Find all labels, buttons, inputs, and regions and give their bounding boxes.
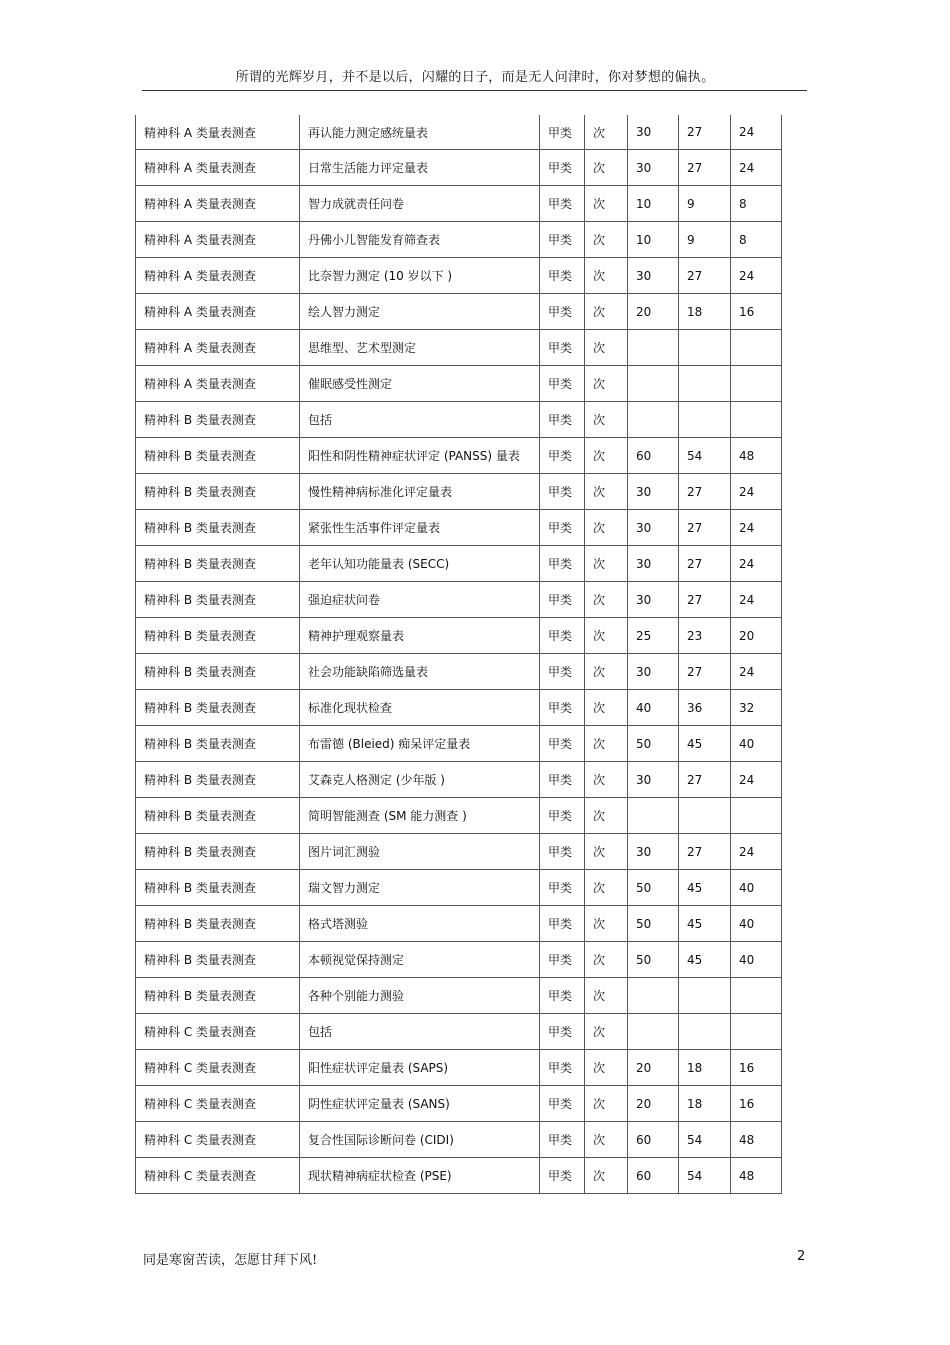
price-level-3-cell [731,798,782,834]
unit-cell: 次 [585,978,628,1014]
class-cell: 甲类 [540,546,585,582]
unit-cell: 次 [585,115,628,150]
item-name-cell: 包括 [300,402,540,438]
price-level-1-cell [628,330,679,366]
class-cell: 甲类 [540,438,585,474]
item-name-cell: 老年认知功能量表 (SECC) [300,546,540,582]
price-level-2-cell [679,366,731,402]
category-cell: 精神科 C 类量表测查 [136,1122,300,1158]
price-level-1-cell [628,1014,679,1050]
class-cell: 甲类 [540,222,585,258]
class-cell: 甲类 [540,870,585,906]
item-name-cell: 布雷德 (Bleied) 痴呆评定量表 [300,726,540,762]
class-cell: 甲类 [540,1158,585,1194]
price-level-3-cell: 40 [731,870,782,906]
price-level-2-cell: 54 [679,1122,731,1158]
price-level-2-cell: 27 [679,474,731,510]
price-level-3-cell [731,1014,782,1050]
class-cell: 甲类 [540,330,585,366]
table-row [136,330,782,366]
item-name-cell: 格式塔测验 [300,906,540,942]
price-level-3-cell: 20 [731,618,782,654]
price-level-1-cell: 30 [628,582,679,618]
price-level-3-cell: 24 [731,258,782,294]
price-level-2-cell: 18 [679,294,731,330]
price-level-3-cell: 8 [731,222,782,258]
unit-cell: 次 [585,150,628,186]
price-level-1-cell: 30 [628,150,679,186]
unit-cell: 次 [585,474,628,510]
price-level-1-cell: 30 [628,510,679,546]
category-cell: 精神科 B 类量表测查 [136,618,300,654]
price-level-1-cell: 50 [628,870,679,906]
table-row [136,474,782,510]
unit-cell: 次 [585,762,628,798]
class-cell: 甲类 [540,582,585,618]
item-name-cell: 日常生活能力评定量表 [300,150,540,186]
table-row [136,510,782,546]
category-cell: 精神科 B 类量表测查 [136,546,300,582]
category-cell: 精神科 B 类量表测查 [136,438,300,474]
table-row [136,186,782,222]
price-level-1-cell: 30 [628,474,679,510]
item-name-cell: 思维型、艺术型测定 [300,330,540,366]
item-name-cell: 丹佛小儿智能发育筛查表 [300,222,540,258]
price-level-3-cell: 24 [731,834,782,870]
category-cell: 精神科 B 类量表测查 [136,834,300,870]
item-name-cell: 智力成就责任问卷 [300,186,540,222]
price-level-1-cell: 50 [628,726,679,762]
price-level-3-cell: 24 [731,150,782,186]
footer-motto: 同是寒窗苦读，怎愿甘拜下风! [143,1253,318,1268]
item-name-cell: 现状精神病症状检查 (PSE) [300,1158,540,1194]
table-row [136,222,782,258]
price-level-2-cell [679,978,731,1014]
item-name-cell: 复合性国际诊断问卷 (CIDI) [300,1122,540,1158]
table-row [136,978,782,1014]
unit-cell: 次 [585,1050,628,1086]
price-level-2-cell: 27 [679,834,731,870]
price-level-2-cell [679,798,731,834]
class-cell: 甲类 [540,294,585,330]
category-cell: 精神科 C 类量表测查 [136,1158,300,1194]
unit-cell: 次 [585,618,628,654]
price-level-2-cell [679,402,731,438]
unit-cell: 次 [585,510,628,546]
price-level-3-cell: 48 [731,438,782,474]
class-cell: 甲类 [540,690,585,726]
category-cell: 精神科 B 类量表测查 [136,510,300,546]
price-level-3-cell: 24 [731,546,782,582]
price-level-1-cell: 50 [628,906,679,942]
price-level-2-cell: 54 [679,438,731,474]
price-level-3-cell: 24 [731,510,782,546]
price-level-3-cell: 24 [731,115,782,150]
category-cell: 精神科 A 类量表测查 [136,115,300,150]
price-level-2-cell: 27 [679,762,731,798]
class-cell: 甲类 [540,402,585,438]
item-name-cell: 各种个别能力测验 [300,978,540,1014]
price-level-2-cell: 27 [679,150,731,186]
price-level-1-cell: 20 [628,1086,679,1122]
item-name-cell: 社会功能缺陷筛选量表 [300,654,540,690]
table-row [136,258,782,294]
item-name-cell: 瑞文智力测定 [300,870,540,906]
price-level-2-cell: 27 [679,654,731,690]
price-level-1-cell [628,402,679,438]
table-row [136,1158,782,1194]
category-cell: 精神科 B 类量表测查 [136,978,300,1014]
price-level-3-cell: 16 [731,1086,782,1122]
class-cell: 甲类 [540,654,585,690]
price-level-1-cell: 30 [628,258,679,294]
price-level-2-cell: 45 [679,942,731,978]
price-level-2-cell: 27 [679,258,731,294]
price-level-2-cell [679,1014,731,1050]
price-level-3-cell: 16 [731,294,782,330]
price-level-1-cell: 30 [628,762,679,798]
table-row [136,1014,782,1050]
price-level-3-cell [731,978,782,1014]
class-cell: 甲类 [540,978,585,1014]
category-cell: 精神科 B 类量表测查 [136,798,300,834]
price-level-1-cell: 10 [628,186,679,222]
item-name-cell: 图片词汇测验 [300,834,540,870]
unit-cell: 次 [585,798,628,834]
table-row [136,115,782,150]
unit-cell: 次 [585,1122,628,1158]
price-level-3-cell: 8 [731,186,782,222]
item-name-cell: 比奈智力测定 (10 岁以下 ) [300,258,540,294]
class-cell: 甲类 [540,834,585,870]
price-level-1-cell: 20 [628,1050,679,1086]
price-level-2-cell: 23 [679,618,731,654]
price-level-2-cell: 45 [679,870,731,906]
unit-cell: 次 [585,186,628,222]
price-level-1-cell: 40 [628,690,679,726]
price-level-3-cell: 48 [731,1158,782,1194]
class-cell: 甲类 [540,474,585,510]
class-cell: 甲类 [540,798,585,834]
category-cell: 精神科 C 类量表测查 [136,1050,300,1086]
price-level-1-cell: 30 [628,546,679,582]
price-level-1-cell: 60 [628,1122,679,1158]
price-level-2-cell: 36 [679,690,731,726]
price-level-2-cell: 18 [679,1050,731,1086]
price-level-3-cell [731,330,782,366]
price-level-1-cell [628,978,679,1014]
table-row [136,798,782,834]
category-cell: 精神科 B 类量表测查 [136,402,300,438]
unit-cell: 次 [585,870,628,906]
price-level-2-cell: 9 [679,222,731,258]
unit-cell: 次 [585,294,628,330]
category-cell: 精神科 B 类量表测查 [136,582,300,618]
class-cell: 甲类 [540,1050,585,1086]
unit-cell: 次 [585,690,628,726]
item-name-cell: 绘人智力测定 [300,294,540,330]
price-level-1-cell: 30 [628,834,679,870]
unit-cell: 次 [585,942,628,978]
item-name-cell: 阴性症状评定量表 (SANS) [300,1086,540,1122]
page-number: 2 [797,1249,806,1264]
category-cell: 精神科 B 类量表测查 [136,654,300,690]
unit-cell: 次 [585,1014,628,1050]
category-cell: 精神科 C 类量表测查 [136,1086,300,1122]
price-level-2-cell: 27 [679,546,731,582]
category-cell: 精神科 B 类量表测查 [136,690,300,726]
table-row [136,906,782,942]
class-cell: 甲类 [540,1014,585,1050]
price-level-2-cell [679,330,731,366]
class-cell: 甲类 [540,618,585,654]
price-level-1-cell: 20 [628,294,679,330]
table-row [136,294,782,330]
class-cell: 甲类 [540,762,585,798]
table-row [136,834,782,870]
item-name-cell: 再认能力测定感统量表 [300,115,540,150]
unit-cell: 次 [585,1086,628,1122]
item-name-cell: 精神护理观察量表 [300,618,540,654]
price-level-2-cell: 18 [679,1086,731,1122]
table-row [136,150,782,186]
class-cell: 甲类 [540,510,585,546]
price-level-1-cell: 25 [628,618,679,654]
table-row [136,762,782,798]
price-level-3-cell: 40 [731,942,782,978]
category-cell: 精神科 A 类量表测查 [136,330,300,366]
class-cell: 甲类 [540,726,585,762]
unit-cell: 次 [585,582,628,618]
price-level-1-cell: 30 [628,654,679,690]
price-level-2-cell: 27 [679,115,731,150]
price-level-1-cell: 50 [628,942,679,978]
unit-cell: 次 [585,258,628,294]
table-row [136,654,782,690]
price-level-1-cell: 10 [628,222,679,258]
price-level-1-cell [628,366,679,402]
price-level-3-cell: 48 [731,1122,782,1158]
item-name-cell: 艾森克人格测定 (少年版 ) [300,762,540,798]
price-level-3-cell [731,366,782,402]
unit-cell: 次 [585,654,628,690]
item-name-cell: 强迫症状问卷 [300,582,540,618]
category-cell: 精神科 A 类量表测查 [136,222,300,258]
category-cell: 精神科 B 类量表测查 [136,942,300,978]
fee-table-body [136,115,782,1194]
unit-cell: 次 [585,222,628,258]
unit-cell: 次 [585,366,628,402]
fee-table [135,115,782,1194]
table-row [136,870,782,906]
unit-cell: 次 [585,726,628,762]
unit-cell: 次 [585,330,628,366]
price-level-3-cell: 16 [731,1050,782,1086]
class-cell: 甲类 [540,366,585,402]
unit-cell: 次 [585,546,628,582]
class-cell: 甲类 [540,1086,585,1122]
price-level-2-cell: 27 [679,510,731,546]
table-row [136,942,782,978]
price-level-3-cell: 24 [731,474,782,510]
price-level-3-cell: 40 [731,726,782,762]
item-name-cell: 催眠感受性测定 [300,366,540,402]
unit-cell: 次 [585,1158,628,1194]
class-cell: 甲类 [540,1122,585,1158]
class-cell: 甲类 [540,115,585,150]
unit-cell: 次 [585,438,628,474]
price-level-3-cell: 24 [731,582,782,618]
category-cell: 精神科 B 类量表测查 [136,762,300,798]
table-row [136,438,782,474]
table-row [136,582,782,618]
table-row [136,1050,782,1086]
category-cell: 精神科 C 类量表测查 [136,1014,300,1050]
item-name-cell: 阳性和阴性精神症状评定 (PANSS) 量表 [300,438,540,474]
table-row [136,690,782,726]
price-level-1-cell: 30 [628,115,679,150]
item-name-cell: 紧张性生活事件评定量表 [300,510,540,546]
table-row [136,1086,782,1122]
price-level-3-cell: 32 [731,690,782,726]
table-row [136,726,782,762]
category-cell: 精神科 B 类量表测查 [136,906,300,942]
price-level-1-cell [628,798,679,834]
price-level-1-cell: 60 [628,438,679,474]
item-name-cell: 简明智能测查 (SM 能力测查 ) [300,798,540,834]
table-row [136,546,782,582]
price-level-2-cell: 27 [679,582,731,618]
class-cell: 甲类 [540,258,585,294]
header-motto: 所谓的光辉岁月，并不是以后，闪耀的日子，而是无人问津时，你对梦想的偏执。 [235,70,715,85]
category-cell: 精神科 B 类量表测查 [136,474,300,510]
price-level-3-cell [731,402,782,438]
item-name-cell: 慢性精神病标准化评定量表 [300,474,540,510]
category-cell: 精神科 A 类量表测查 [136,150,300,186]
item-name-cell: 标准化现状检查 [300,690,540,726]
price-level-2-cell: 9 [679,186,731,222]
item-name-cell: 阳性症状评定量表 (SAPS) [300,1050,540,1086]
table-row [136,366,782,402]
unit-cell: 次 [585,906,628,942]
table-row [136,402,782,438]
price-level-2-cell: 45 [679,726,731,762]
class-cell: 甲类 [540,906,585,942]
category-cell: 精神科 A 类量表测查 [136,294,300,330]
category-cell: 精神科 A 类量表测查 [136,186,300,222]
unit-cell: 次 [585,402,628,438]
item-name-cell: 本顿视觉保持测定 [300,942,540,978]
header-divider [142,90,807,91]
category-cell: 精神科 A 类量表测查 [136,258,300,294]
class-cell: 甲类 [540,186,585,222]
price-level-2-cell: 54 [679,1158,731,1194]
price-level-3-cell: 40 [731,906,782,942]
price-level-3-cell: 24 [731,762,782,798]
table-row [136,1122,782,1158]
price-level-1-cell: 60 [628,1158,679,1194]
unit-cell: 次 [585,834,628,870]
item-name-cell: 包括 [300,1014,540,1050]
price-level-3-cell: 24 [731,654,782,690]
category-cell: 精神科 B 类量表测查 [136,870,300,906]
class-cell: 甲类 [540,942,585,978]
table-row [136,618,782,654]
class-cell: 甲类 [540,150,585,186]
price-level-2-cell: 45 [679,906,731,942]
category-cell: 精神科 B 类量表测查 [136,726,300,762]
category-cell: 精神科 A 类量表测查 [136,366,300,402]
